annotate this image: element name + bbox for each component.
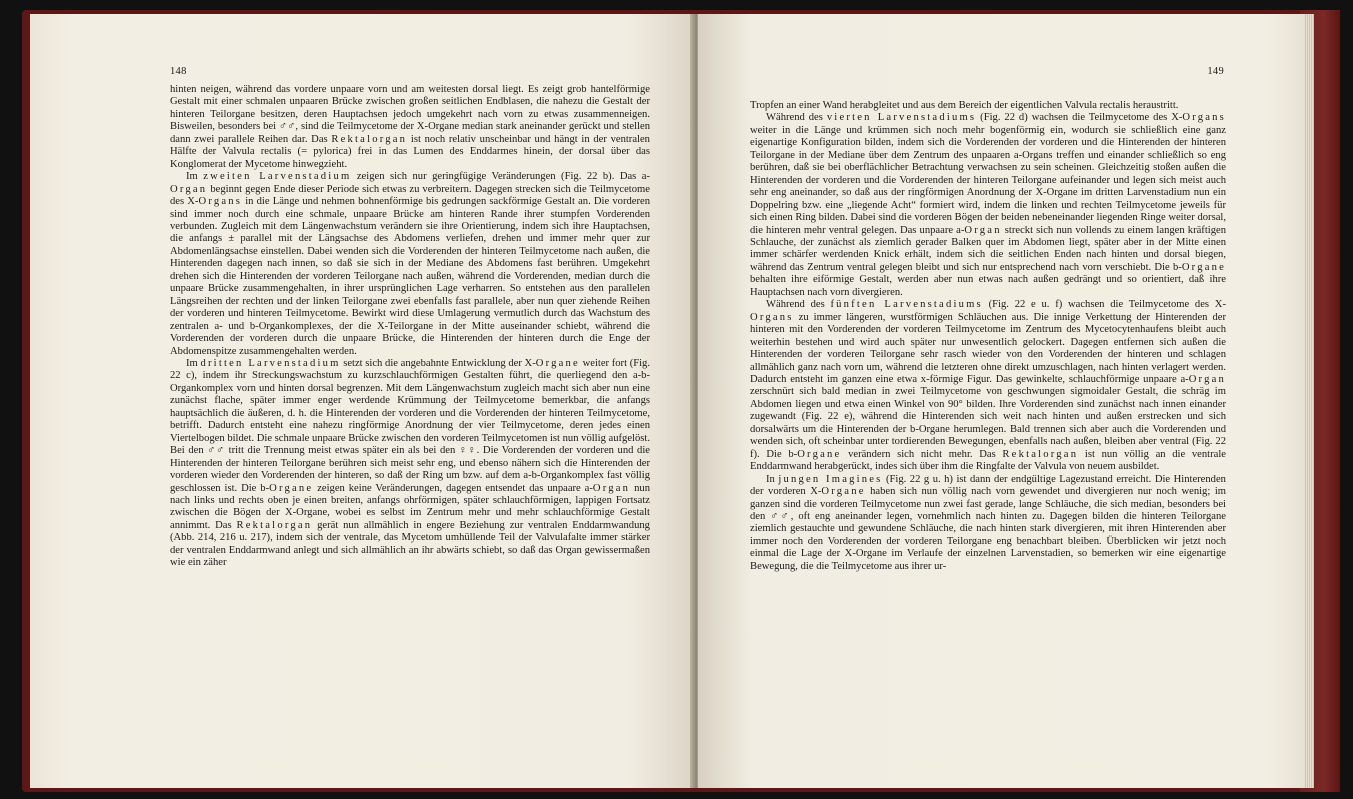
spaced-term: Organe xyxy=(535,357,580,369)
text-run: in die Länge und nehmen bohnenförmige bis gedrungen sackförmige Gestalt an. Die vorderen sind immer noch durch eine schmale, unpaare Brücke am hinteren Rande ihrer stumpfen Vorderenden verbunden. Zugleich mit dem Längenwachstum verändern sie ihre Orientierung, indem sich ihre Hauptachsen, die anfangs ± parallel mit der Längsachse des Abdomens verliefen, drehen und immer mehr quer zur Abdomenlängsachse einstellen. Dabei wenden sich die Vorderenden der hinteren Teilmycetome nach außen, die Hinterenden dagegen nach innen, so daß sie sich in der Mediane des Abdomens fast berühren. Umgekehrt drehen sich die Hinterenden der vorderen Teilorgane nach außen, während die Vorderenden, median durch die unpaare Brücke zusammengehalten, in ihrer ursprünglichen Lage verharren. So entstehen aus den parallelen Längsreihen der rechten und der linken Teilorgane zwei ebenfalls fast parallele, aber nun quer ziehende Reihen der vorderen und hinteren Teilmycetome. Bewirkt wird diese Umlagerung vermutlich durch das Wachstum des zentralen a- und b-Organkomplexes, der die X-Teilorgane in der Mitte auseinander schiebt, während die Vorderenden der vorderen durch die unpaare Brücke, die Hinterenden der hinteren durch die Enge der Abdomenspitze zusammengehalten werden. xyxy=(170,196,650,357)
page-number-left: 148 xyxy=(170,66,187,77)
text-run: Im xyxy=(186,357,201,369)
spaced-term: jungen Imagines xyxy=(778,473,883,485)
text-run: gerät nun allmählich in engere Beziehung zur ventralen Enddarmwandung (Abb. 214, 216 u. 217), indem sich der ventrale, das Mycetom umhüllende Teil der Valvulafalte immer stärker der ventralen Enddarmwand anlegt und sich allmählich an ihr abwärts schiebt, so daß das Organ gewissermaßen wie ein zäher xyxy=(170,519,650,569)
right-page-text xyxy=(750,100,1226,573)
spaced-term: Organs xyxy=(750,311,794,323)
paragraph xyxy=(170,358,650,570)
spaced-term: dritten Larvenstadium xyxy=(200,357,341,369)
text-run: ist noch relativ unscheinbar und hängt in der ventralen Hälfte der Valvula rectalis (= pylorica) frei in das Lumen des Enddarmes hinein, der dorsal über das Konglomerat der Mycetome hinwegzieht. xyxy=(170,133,650,170)
spaced-term: Organs xyxy=(1182,112,1226,124)
left-page xyxy=(30,14,694,788)
paragraph xyxy=(750,474,1226,574)
spaced-term: Rektalorgan xyxy=(1002,448,1079,460)
spaced-term: Organ xyxy=(170,183,208,195)
text-run: In xyxy=(766,473,779,485)
text-run: (Fig. 22 d) wachsen die Teilmycetome des X- xyxy=(976,112,1183,124)
text-run: zu immer längeren, wurstförmigen Schläuchen aus. Die innige Verkettung der Hinterenden der hinteren mit den Vorderenden der vorderen Teilmycetome im Zentrum des Mycetocytenhaufens bleibt auch weiterhin bestehen und wird auch später nur unwesentlich gelockert. Dagegen entfernen sich außen die Hinterenden der vorderen Teilorgane sehr rasch wieder von den Vorderenden der hinteren und schlagen allmählich ganz nach vorn um, während die letzteren ohne direkt umzuschlagen, nach hinten verlagert werden. Dadurch entsteht im ganzen eine etwa x-förmige Figur. Das gewinkelte, schlauchförmige unpaare a- xyxy=(750,311,1226,385)
spaced-term: Rektalorgan xyxy=(236,519,313,531)
spaced-term: Organe xyxy=(1181,261,1226,273)
text-run: nun nach links und rechts oben je einen breiten, anfangs ohrförmigen, später schlauchförmigen, lappigen Fortsatz zwischen die Bögen der X-Organe, wobei es selbst im Zentrum mehr und mehr schlauchförmige Gestalt annimmt. Das xyxy=(170,482,650,531)
paragraph xyxy=(750,299,1226,473)
spaced-term: Organ xyxy=(964,224,1002,236)
text-run: hinten neigen, während das vordere unpaare vorn und am weitesten dorsal liegt. Es zeigt grob hantelförmige Gestalt mit einer schmalen unpaaren Brücke zwischen großen seitlichen Endblasen, die nahezu die Gestalt der hinteren Teilorgane besitzen, deren Hauptachsen jedoch umgekehrt nach vorn zu etwas zusammenneigen. Bisweilen, besonders bei ♂♂, sind die Teilmycetome der X-Organe median stark aneinander gerückt und stellen dann zwei parallele Reihen dar. Das xyxy=(170,84,650,145)
spaced-term: Organe xyxy=(821,486,866,498)
spaced-term: vierten Larvenstadiums xyxy=(826,112,977,124)
text-run: haben sich nun völlig nach vorn gewendet und divergieren nur noch wenig; im ganzen sind die vorderen Teilmycetome nun zwei fast gerade, lange Schläuche, die sich median, besonders bei den ♂♂, oft eng aneinander legen, vornehmlich nach hinten zu. Dagegen bilden die hinteren Teilorgane ziemlich gestauchte und gewundene Schläuche, die nach hinten stark divergieren, mit ihren Hinterenden aber immer noch den Vorderenden der vorderen Teilorgane eng benachbart bleiben. Überblicken wir jetzt noch einmal die Lage der X-Organe im Verlaufe der einzelnen Larvenstadien, so bemerken wir eine eigenartige Bewegung, die die Teilmycetome aus ihrer ur- xyxy=(750,486,1227,572)
paragraph xyxy=(170,171,650,358)
spaced-term: Organe xyxy=(797,448,842,460)
text-run: zeigen sich nur geringfügige Veränderungen (Fig. 22 b). Das a- xyxy=(351,171,650,183)
text-run: Im xyxy=(186,171,204,183)
spaced-term: Organ xyxy=(1188,373,1226,385)
text-run: verändern sich nicht mehr. Das xyxy=(841,448,1003,460)
text-run: beginnt gegen Ende dieser Periode sich etwas zu verbreitern. Dagegen strecken sich die Teilmycetome des X- xyxy=(170,183,650,208)
text-run: zerschnürt sich bald median in zwei Teilmycetome von geschwungen sigmoidaler Gestalt, die schräg im Abdomen liegen und etwa einen Winkel von 90° bilden. Ihre Vorderenden sind zunächst nach innen einander zugewandt (Fig. 22 e), während die Hinterenden sich weit nach hinten und außen erstrecken und sich dorsalwärts um die Hinterenden der b-Organe herumlegen. Bald trennen sich aber auch die Vorderenden und wenden sich, oft scheinbar unter tordierenden Bewegungen, ebenfalls nach außen, bleiben aber ventral (Fig. 22 f). Die b- xyxy=(750,386,1226,460)
text-run: Tropfen an einer Wand herabgleitet und aus dem Bereich der eigentlichen Valvula rectalis heraustritt. xyxy=(750,100,1179,111)
paragraph xyxy=(750,112,1226,299)
page-number-right: 149 xyxy=(1207,66,1224,77)
spaced-term: Organe xyxy=(269,482,314,494)
text-run: Während des xyxy=(766,299,831,311)
text-run: (Fig. 22 e u. f) wachsen die Teilmycetome des X- xyxy=(982,299,1226,311)
text-run: (Fig. 22 g u. h) ist dann der endgültige Lagezustand erreicht. Die Hinterenden der vorderen X- xyxy=(750,473,1226,498)
text-run: Während des xyxy=(766,112,827,124)
text-run: weiter fort (Fig. 22 c), indem ihr Streckungswachstum zu kurzschlauchförmigen Gestalten führt, die querliegend den a-b-Organkomplex vorn und hinten dorsal begrenzen. Mit dem Längenwachstum zugleich macht sich aber nun eine zunächst flache, später immer enger werdende Krümmung der Teilmycetome bemerkbar, die anfangs hauptsächlich die äußeren, d. h. die Hinterenden der vorderen und die Vorderenden der hinteren Teilmycetome, betrifft. Dadurch entsteht eine nahezu ringförmige Anordnung der vier Teilmycetome, deren jedes einen Viertelbogen bildet. Die schmale unpaare Brücke zwischen den vorderen Teilmycetomen ist nun völlig aufgelöst. Bei den ♂♂ tritt die Trennung meist etwas später ein als bei den ♀♀. Die Vorderenden der vorderen und die Hinterenden der hinteren Teilorgane berühren sich meist sehr eng, und ebenso nähern sich die Hinterenden der vorderen wieder den Vorderenden der hinteren, so daß der Ring um bzw. auf dem a-b-Organkomplex fast völlig geschlossen ist. Die b- xyxy=(170,357,651,494)
paragraph xyxy=(170,84,650,171)
right-page xyxy=(698,14,1304,788)
text-run: setzt sich die angebahnte Entwicklung der X- xyxy=(340,357,536,369)
spaced-term: zweiten Larvenstadium xyxy=(203,171,352,183)
paragraph xyxy=(750,100,1226,112)
spaced-term: fünften Larvenstadiums xyxy=(830,299,983,311)
text-run: weiter in die Länge und krümmen sich noch mehr bogenförmig ein, wodurch sie schließlich eine ganz eigenartige Konfiguration bilden, indem sich die Vorderenden der vorderen und die Hinterenden der hinteren Teilorgane in der Mediane über dem Zentrum des unpaaren a-Organs treffen und einander schließlich so eng berühren, daß sie bei oberflächlicher Betrachtung verwachsen zu sein scheinen. Gleichzeitig stoßen außen die Hinterenden der vorderen und die Vorderenden der hinteren Teilorgane aufeinander und legen sich meist auch sehr eng aneinander, so daß aus der ringförmigen Anordnung der X-Organe im dritten Larvenstadium nun ein Doppelring bzw. eine „liegende Acht“ formiert wird, indem die linken und rechten Teilmycetome jeweils für sich einen Ring bilden. Dabei sind die vorderen Bögen der beiden nebeneinander liegenden Ringe weiter dorsal, die hinteren mehr ventral gelegen. Das unpaare a- xyxy=(750,124,1226,236)
left-page-text xyxy=(170,84,650,570)
spaced-term: Rektalorgan xyxy=(331,133,408,145)
text-run: behalten ihre eiförmige Gestalt, werden aber nun etwas nach außen gedrängt und so orientiert, daß ihre Hauptachsen nach vorn divergieren. xyxy=(750,274,1226,298)
text-run: streckt sich nun vollends zu einem langen kräftigen Schlauche, der zunächst als ziemlich gerader Balken quer im Abdomen liegt, später aber in der Mitte einen immer schärfer werdenden Knick erhält, indem sich die seitlichen Enden nach hinten und dorsal biegen, während das Zentrum ventral gelegen bleibt und sich nur entsprechend nach vorn verschiebt. Die b- xyxy=(750,224,1227,273)
text-run: ist nun völlig an die ventrale Enddarmwand herabgerückt, indes sich über ihm die Ringfalte der Valvula von neuem ausbildet. xyxy=(750,448,1226,473)
text-run: zeigen keine Veränderungen, dagegen entsendet das unpaare a- xyxy=(313,482,593,494)
page-edges xyxy=(1304,14,1314,788)
spaced-term: Organs xyxy=(198,196,243,208)
spaced-term: Organ xyxy=(592,482,631,494)
